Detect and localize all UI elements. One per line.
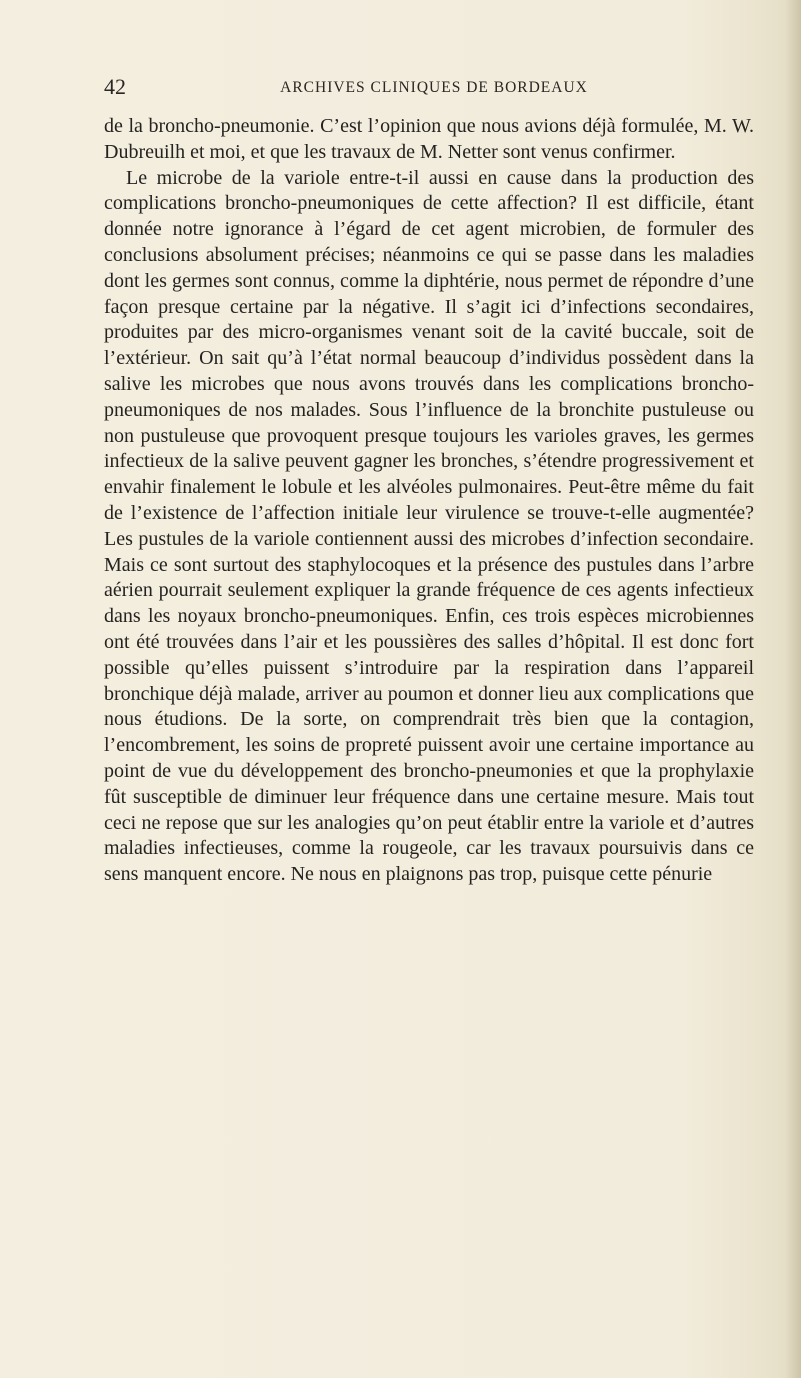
running-head: ARCHIVES CLINIQUES DE BORDEAUX [280, 79, 588, 96]
paragraph-continuation: de la broncho-pneumonie. C’est l’opinion que nous avions déjà formulée, M. W. Dubreuilh et moi, et que les travaux de M. Netter sont venus confirmer. [104, 115, 754, 163]
page-number: 42 [104, 74, 126, 99]
body-text [104, 114, 754, 888]
page-edge-shadow [785, 0, 801, 1378]
paragraph-variole-microbe: Le microbe de la variole entre-t-il aussi en cause dans la production des complications broncho-pneumoniques de cette affection? Il est difficile, étant donnée notre ignorance à l’égard de cet agent microbien, de formuler des conclusions absolument précises; néanmoins ce qui se passe dans les maladies dont les germes sont connus, comme la diphtérie, nous permet de répondre d’une façon presque certaine par la négative. Il s’agit ici d’infections secondaires, produites par des micro-organismes venant soit de la cavité buccale, soit de l’extérieur. On sait qu’à l’état normal beaucoup d’individus possèdent dans la salive les microbes que nous avons trouvés dans les complications broncho-pneumoniques de nos malades. Sous l’influence de la bronchite pustuleuse ou non pustuleuse que provoquent presque toujours les varioles graves, les germes infectieux de la salive peuvent gagner les bronches, s’étendre progressivement et envahir finalement le lobule et les alvéoles pulmonaires. Peut-être même du fait de l’existence de l’affection initiale leur virulence se trouve-t-elle augmentée? Les pustules de la variole contiennent aussi des microbes d’infection secondaire. Mais ce sont surtout des staphylocoques et la présence des pustules dans l’arbre aérien pourrait seulement expliquer la grande fréquence de ces agents infectieux dans les noyaux broncho-pneumoniques. Enfin, ces trois espèces microbiennes ont été trouvées dans l’air et les poussières des salles d’hôpital. Il est donc fort possible qu’elles puissent s’introduire par la respiration dans l’appareil bronchique déjà malade, arriver au poumon et donner lieu aux complications que nous étudions. De la sorte, on comprendrait très bien que la contagion, l’encombrement, les soins de propreté puissent avoir une certaine importance au point de vue du développement des broncho-pneumonies et que la prophylaxie fût susceptible de diminuer leur fréquence dans une certaine mesure. Mais tout ceci ne repose que sur les analogies qu’on peut établir entre la variole et d’autres maladies infectieuses, comme la rougeole, car les travaux poursuivis dans ce sens manquent encore. Ne nous en plaignons pas trop, puisque cette pénurie [104, 166, 754, 886]
page-header [104, 72, 754, 102]
